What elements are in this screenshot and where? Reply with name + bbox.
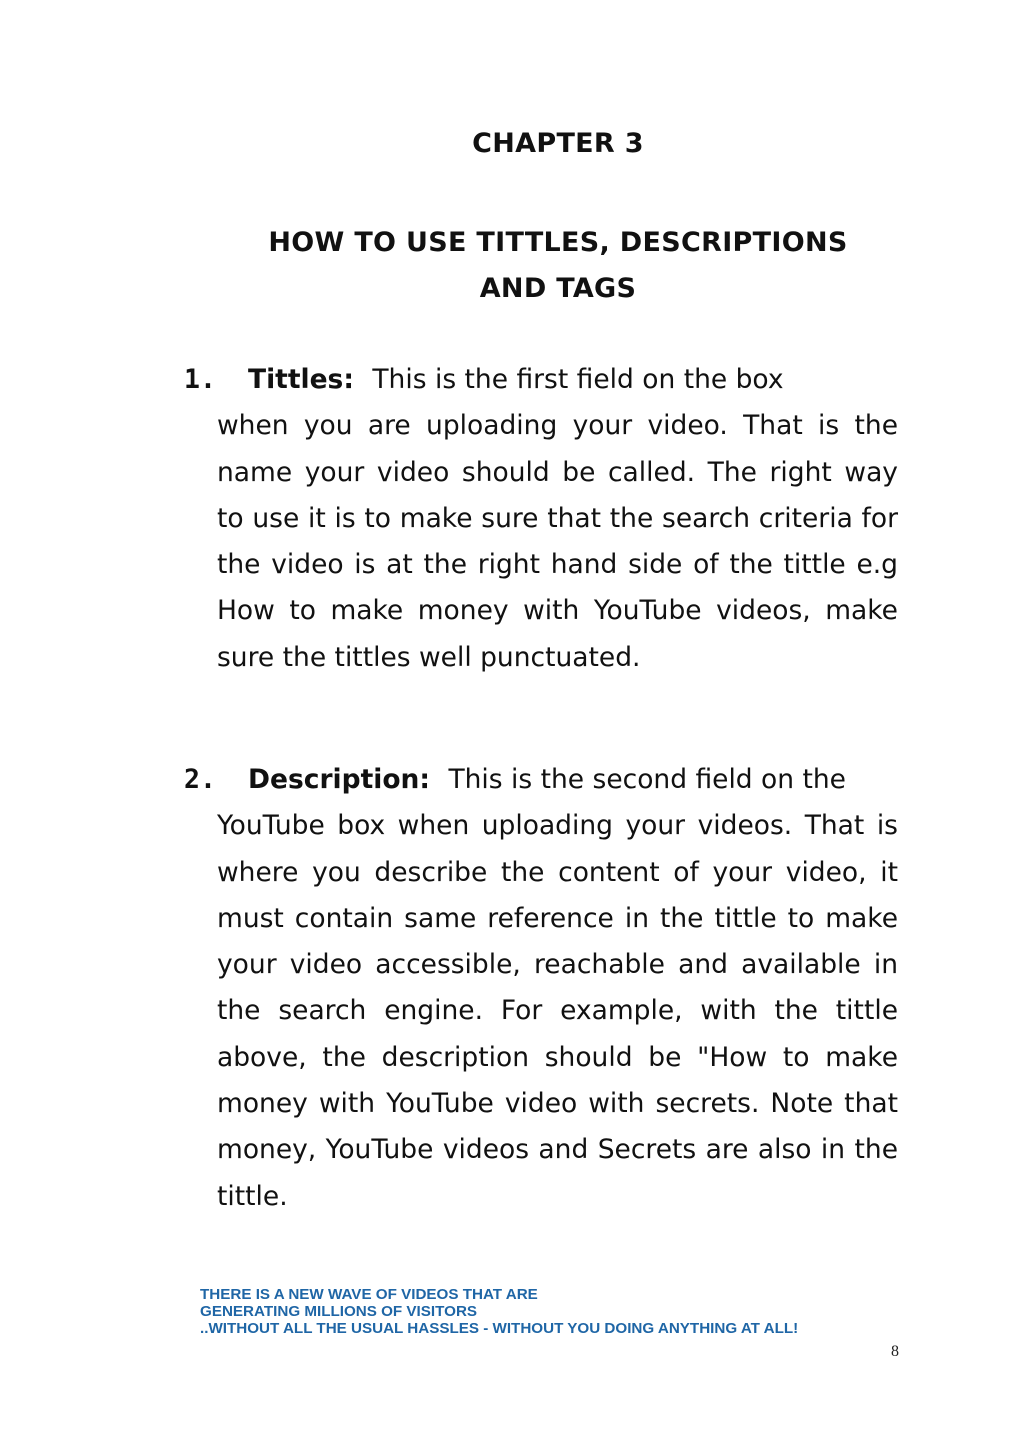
- list-item-body: when you are uploading your video. That is the name your video should be called. The right way to use it is to make sure that the search criteria for the video is at the right hand side of the tittle e.g How to make money with YouTube videos, make sure the tittles well punctuated.: [217, 410, 898, 673]
- list-item-first-line: [184, 357, 898, 403]
- list-item-first-line: [184, 757, 898, 803]
- section-heading: [150, 220, 966, 312]
- list-item-tittles: [184, 357, 898, 681]
- footer-line-2: GENERATING MILLIONS OF VISITORS: [200, 1303, 478, 1320]
- chapter-title: CHAPTER 3: [472, 128, 644, 159]
- footer-line-1: THERE IS A NEW WAVE OF VIDEOS THAT ARE: [200, 1286, 538, 1303]
- list-item-description: [184, 757, 898, 1220]
- list-item-body: YouTube box when uploading your videos. That is where you describe the content of your video, it must contain same reference in the tittle to make your video accessible, reachable and available in the search engine. For example, with the tittle above, the description should be "How to make money with YouTube video with secrets. Note that money, YouTube videos and Secrets are also in the tittle.: [217, 810, 898, 1212]
- page-number: 8: [891, 1343, 899, 1360]
- footer-line-3: ..WITHOUT ALL THE USUAL HASSLES - WITHOUT YOU DOING ANYTHING AT ALL!: [200, 1320, 799, 1337]
- list-item-label: Tittles:: [248, 364, 354, 395]
- heading-line-1: HOW TO USE TITTLES, DESCRIPTIONS: [268, 227, 848, 258]
- list-item-first-text: This is the second field on the: [448, 764, 846, 795]
- list-item-first-text: This is the first field on the box: [372, 364, 784, 395]
- list-item-number: 1.: [184, 364, 216, 395]
- footer-promo: [200, 1286, 920, 1337]
- list-item-number: 2.: [184, 764, 216, 795]
- heading-line-2: AND TAGS: [479, 273, 637, 304]
- list-item-label: Description:: [248, 764, 430, 795]
